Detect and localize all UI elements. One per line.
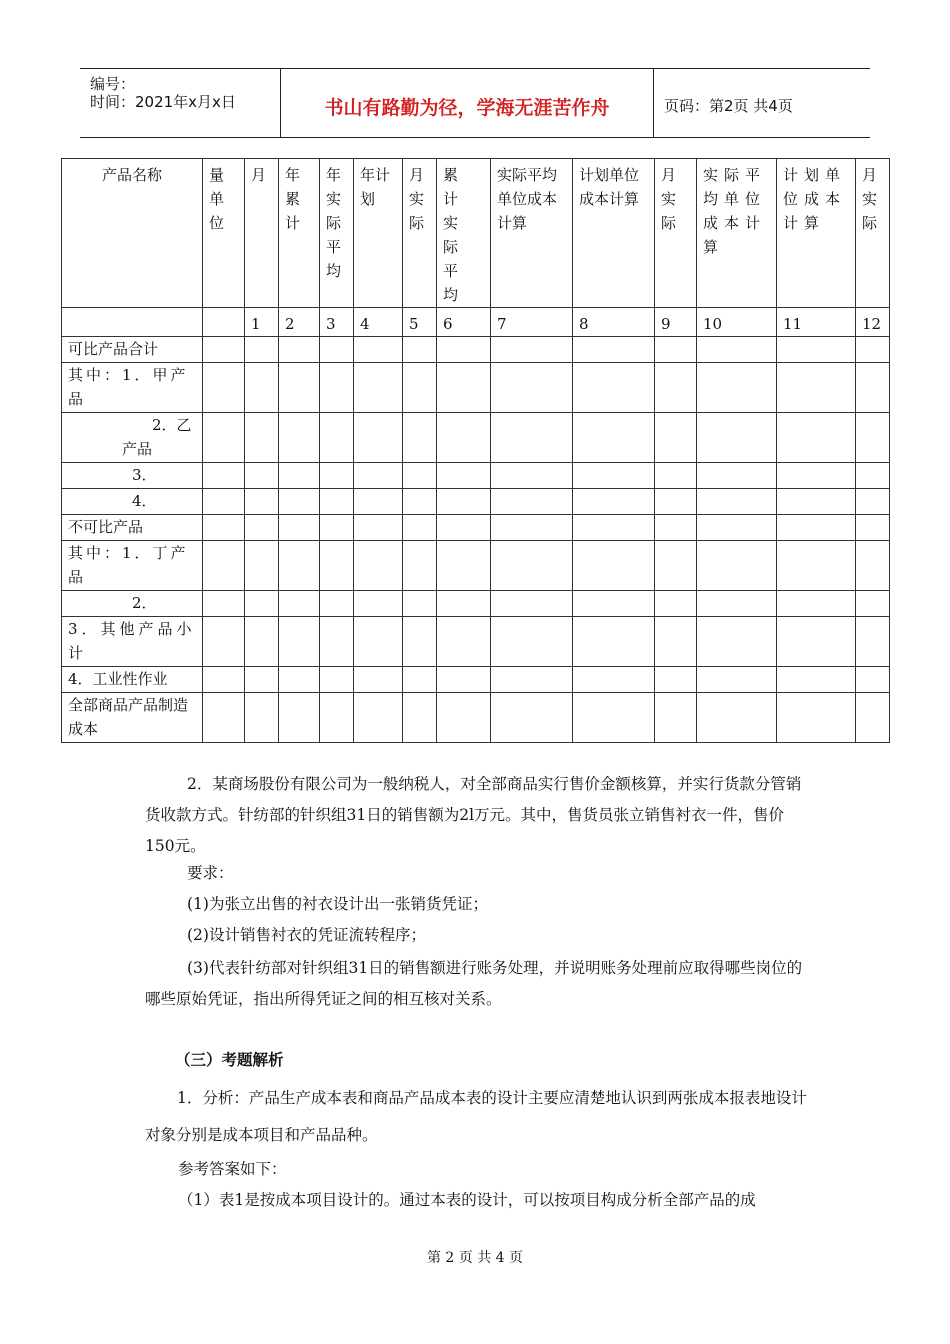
header-motto-cell <box>281 69 654 137</box>
table-row <box>62 693 890 743</box>
table-row <box>62 541 890 591</box>
col-number: 9 <box>655 308 697 337</box>
requirement-2: (2)设计销售衬衣的凭证流转程序； <box>187 926 426 944</box>
row-label: 其中：1．甲产品 <box>62 363 203 413</box>
table-header-row <box>62 159 890 308</box>
page-header <box>80 68 870 138</box>
col-header: 计划单位成本计算 <box>573 159 655 308</box>
col-header: 实际平均单位成本计算 <box>697 159 777 308</box>
requirement-1: (1)为张立出售的衬衣设计出一张销货凭证； <box>187 895 488 913</box>
requirement-3: (3)代表针纺部对针织组31日的销售额进行账务处理，并说明账务处理前应取得哪些岗位的哪些原始凭证，指出所得凭证之间的相互核对关系。 <box>145 959 803 1008</box>
col-header: 年实际平均 <box>320 159 354 308</box>
col-header: 计划单位成本计算 <box>777 159 856 308</box>
col-header: 月 <box>245 159 279 308</box>
col-number: 5 <box>403 308 437 337</box>
col-header: 实际平均单位成本计算 <box>491 159 573 308</box>
col-header: 月实际 <box>856 159 890 308</box>
analysis-paragraph: 1．分析：产品生产成本表和商品产品成本表的设计主要应清楚地认识到两张成本报表地设计对象分别是成本项目和产品品种。 <box>145 1089 807 1144</box>
col-header: 月实际 <box>655 159 697 308</box>
header-page-label: 页码：第2页 共4页 <box>664 97 793 115</box>
row-label: 3． <box>62 463 203 489</box>
table-row <box>62 515 890 541</box>
requirement-heading: 要求： <box>187 864 234 882</box>
header-motto: 书山有路勤为径，学海无涯苦作舟 <box>324 97 610 119</box>
doc-number-label: 编号： <box>90 75 136 93</box>
reference-answer-label: 参考答案如下： <box>178 1160 287 1178</box>
row-label: 2．乙产品 <box>62 413 203 463</box>
col-number: 11 <box>777 308 856 337</box>
row-label: 全部商品产品制造成本 <box>62 693 203 743</box>
table-row <box>62 667 890 693</box>
col-number: 7 <box>491 308 573 337</box>
table-row <box>62 591 890 617</box>
table-row <box>62 489 890 515</box>
row-label: 其中：1．丁产品 <box>62 541 203 591</box>
col-header: 月实际 <box>403 159 437 308</box>
col-header: 年计划 <box>354 159 403 308</box>
header-meta-cell <box>80 69 281 137</box>
row-label: 3．其他产品小计 <box>62 617 203 667</box>
row-label: 可比产品合计 <box>62 337 203 363</box>
header-page-cell <box>654 69 870 137</box>
col-number: 4 <box>354 308 403 337</box>
section-heading: （三）考题解析 <box>175 1050 284 1069</box>
col-number: 1 <box>245 308 279 337</box>
col-number: 3 <box>320 308 354 337</box>
col-number: 6 <box>437 308 491 337</box>
table-row <box>62 413 890 463</box>
row-label: 4．工业性作业 <box>62 667 203 693</box>
page-footer: 第 2 页 共 4 页 <box>426 1250 524 1266</box>
table-row <box>62 337 890 363</box>
doc-time-label: 时间：2021年x月x日 <box>90 93 236 111</box>
col-number: 8 <box>573 308 655 337</box>
col-header: 量单位 <box>203 159 245 308</box>
table-row <box>62 463 890 489</box>
cost-table <box>61 158 890 743</box>
row-label: 2． <box>62 591 203 617</box>
col-header: 年累计 <box>279 159 320 308</box>
column-number-row <box>62 308 890 337</box>
col-number: 12 <box>856 308 890 337</box>
col-header: 累计实际平均 <box>437 159 491 308</box>
answer-paragraph: （1）表1是按成本项目设计的。通过本表的设计，可以按项目构成分析全部产品的成 <box>178 1191 756 1209</box>
row-label: 4． <box>62 489 203 515</box>
table-row <box>62 617 890 667</box>
question-2-paragraph: 2．某商场股份有限公司为一般纳税人，对全部商品实行售价金额核算，并实行货款分管销货收款方式。针纺部的针织组31日的销售额为2l万元。其中，售货员张立销售衬衣一件，售价150元。 <box>145 775 802 855</box>
table-row <box>62 363 890 413</box>
col-number: 10 <box>697 308 777 337</box>
col-number: 2 <box>279 308 320 337</box>
col-header: 产品名称 <box>62 159 203 308</box>
row-label: 不可比产品 <box>62 515 203 541</box>
